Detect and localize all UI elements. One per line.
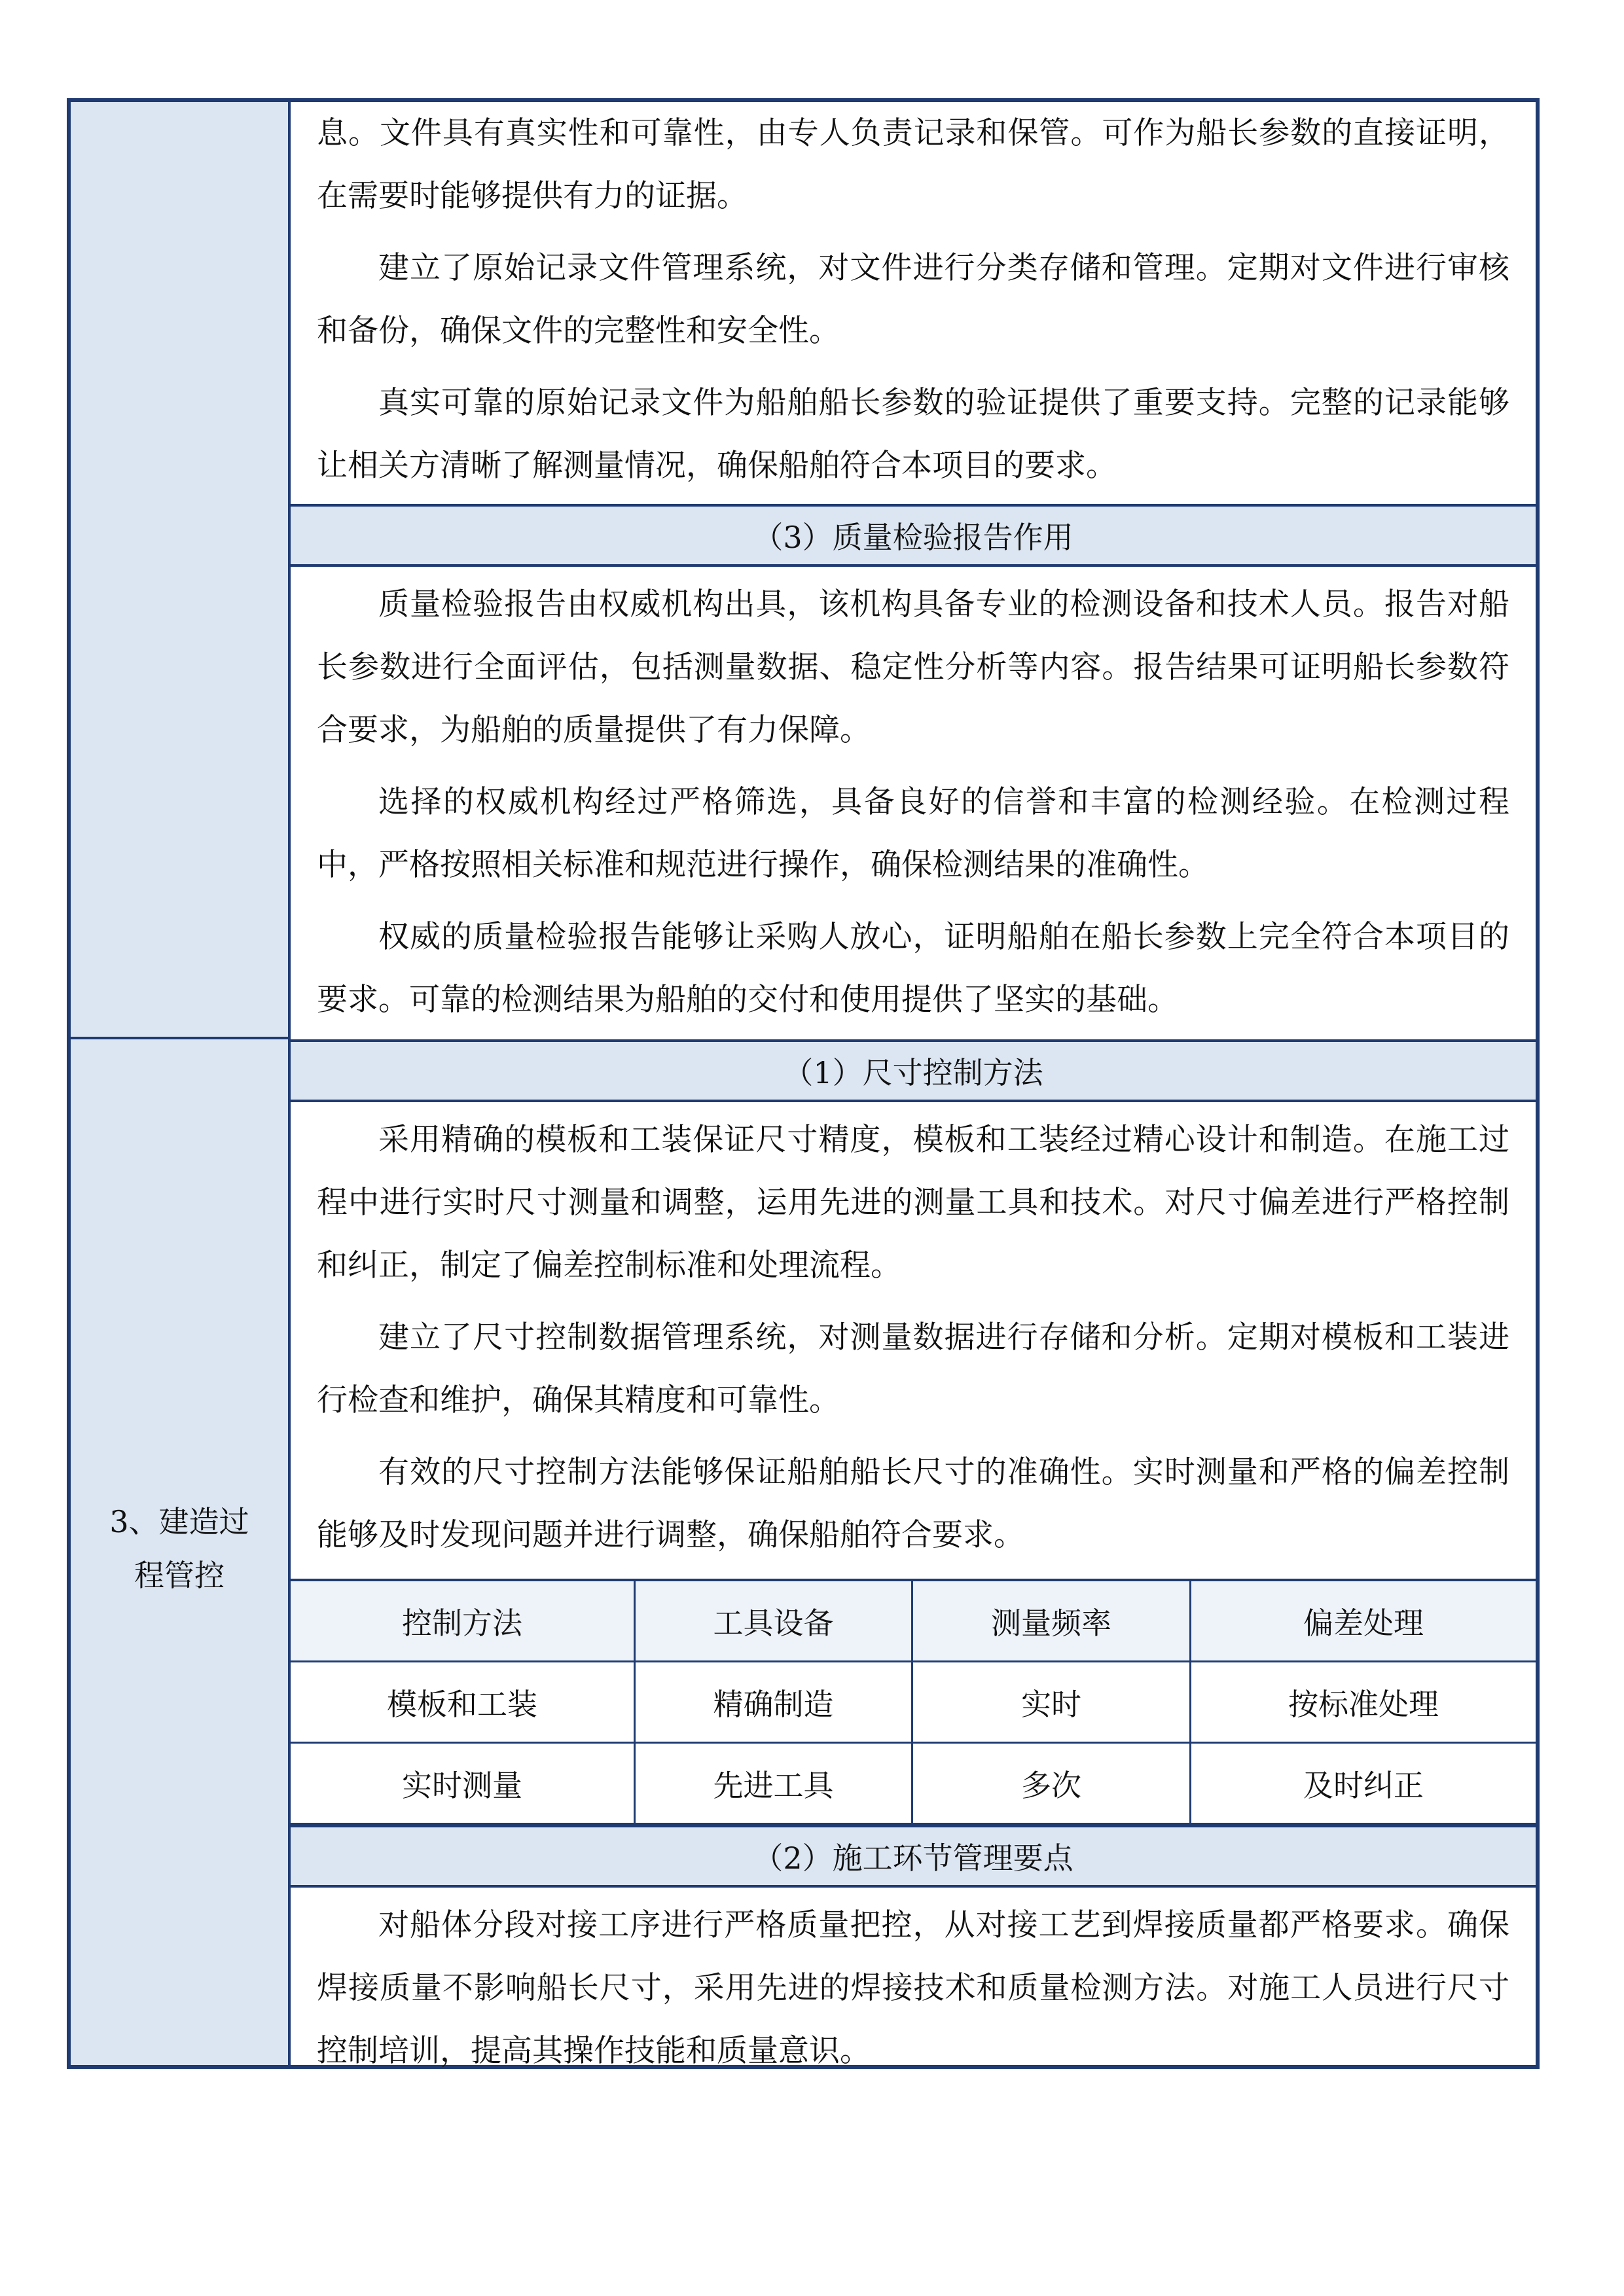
- construction-text: [291, 1894, 1536, 2069]
- right-column: [291, 102, 1536, 2069]
- table-header-cell: 控制方法: [291, 1581, 636, 1662]
- table-cell: 多次: [913, 1744, 1191, 1825]
- paragraph: 建立了尺寸控制数据管理系统，对测量数据进行存储和分析。定期对模板和工装进行检查和维护，确保其精度和可靠性。: [317, 1319, 1509, 1418]
- paragraph: 质量检验报告由权威机构出具，该机构具备专业的检测设备和技术人员。报告对船长参数进行全面评估，包括测量数据、稳定性分析等内容。报告结果可证明船长参数符合要求，为船舶的质量提供了有力保障。: [317, 586, 1509, 748]
- table-cell: 及时纠正: [1191, 1744, 1536, 1825]
- table-cell: 按标准处理: [1191, 1662, 1536, 1744]
- left-column-section-cell: [71, 1039, 291, 2065]
- table-cell: 先进工具: [636, 1744, 913, 1825]
- paragraph: 权威的质量检验报告能够让采购人放心，证明船舶在船长参数上完全符合本项目的要求。可靠的检测结果为船舶的交付和使用提供了坚实的基础。: [317, 919, 1509, 1018]
- section-label: [71, 1495, 288, 1602]
- paragraph: 选择的权威机构经过严格筛选，具备良好的信誉和丰富的检测经验。在检测过程中，严格按照相关标准和规范进行操作，确保检测结果的准确性。: [317, 784, 1509, 883]
- table-header-cell: 偏差处理: [1191, 1581, 1536, 1662]
- section-header-quality-report: （3）质量检验报告作用: [291, 504, 1536, 567]
- paragraph: 有效的尺寸控制方法能够保证船舶船长尺寸的准确性。实时测量和严格的偏差控制能够及时发现问题并进行调整，确保船舶符合要求。: [317, 1454, 1509, 1553]
- dimension-control-text: [291, 1109, 1536, 1606]
- table-cell: 实时: [913, 1662, 1191, 1744]
- table-header-cell: 工具设备: [636, 1581, 913, 1662]
- table-cell: 模板和工装: [291, 1662, 636, 1744]
- document-table-frame: [67, 98, 1540, 2069]
- paragraph: 息。文件具有真实性和可靠性，由专人负责记录和保管。可作为船长参数的直接证明，在需要时能够提供有力的证据。: [317, 115, 1509, 214]
- table-cell: 精确制造: [636, 1662, 913, 1744]
- table-header-cell: 测量频率: [913, 1581, 1191, 1662]
- section-label-line-1: 3、建造过: [109, 1504, 249, 1539]
- dimension-control-table: [291, 1579, 1536, 1825]
- paragraph: 对船体分段对接工序进行严格质量把控，从对接工艺到焊接质量都严格要求。确保焊接质量不影响船长尺寸，采用先进的焊接技术和质量检测方法。对施工人员进行尺寸控制培训，提高其操作技能和质量意识。: [317, 1907, 1509, 2069]
- section-header-dimension-control: （1）尺寸控制方法: [291, 1039, 1536, 1102]
- table-cell: 实时测量: [291, 1744, 636, 1825]
- top-continued-text: [291, 102, 1536, 501]
- left-column-continued-cell: [71, 102, 291, 1039]
- paragraph: 建立了原始记录文件管理系统，对文件进行分类存储和管理。定期对文件进行审核和备份，确保文件的完整性和安全性。: [317, 250, 1509, 349]
- paragraph: 真实可靠的原始记录文件为船舶船长参数的验证提供了重要支持。完整的记录能够让相关方清晰了解测量情况，确保船舶符合本项目的要求。: [317, 385, 1509, 484]
- paragraph: 采用精确的模板和工装保证尺寸精度，模板和工装经过精心设计和制造。在施工过程中进行实时尺寸测量和调整，运用先进的测量工具和技术。对尺寸偏差进行严格控制和纠正，制定了偏差控制标准和处理流程。: [317, 1122, 1509, 1283]
- section-label-line-2: 程管控: [134, 1558, 225, 1593]
- section-header-construction: （2）施工环节管理要点: [291, 1825, 1536, 1888]
- quality-report-text: [291, 573, 1536, 1039]
